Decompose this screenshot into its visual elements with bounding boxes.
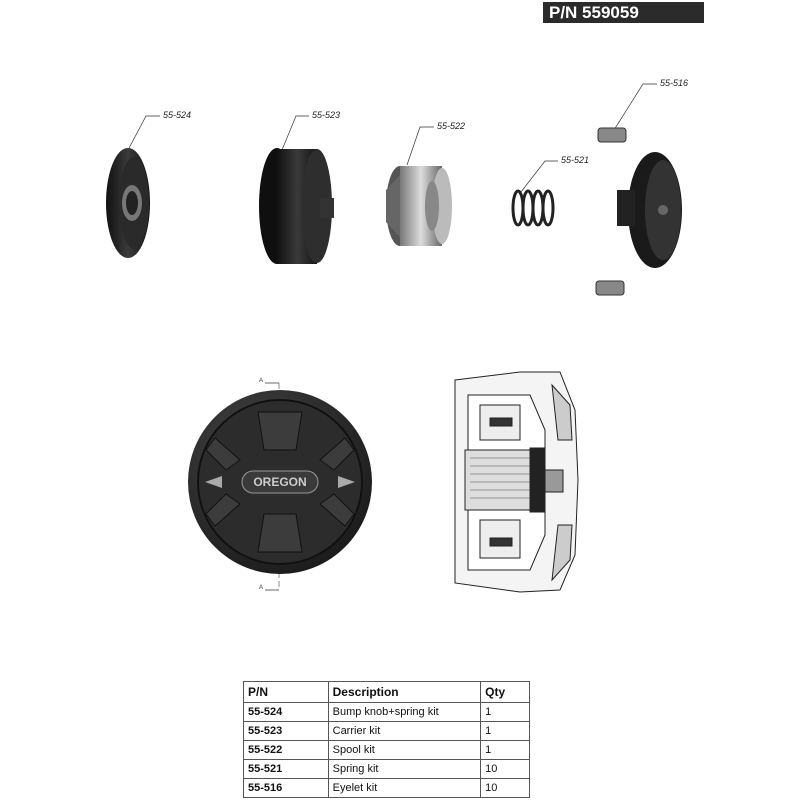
row-qty: 10 [481,760,530,779]
row-qty: 1 [481,722,530,741]
table-row [244,760,530,779]
eyelet-part-bottom [596,281,624,295]
section-mark-top: A [259,378,264,384]
table-row [244,741,530,760]
row-qty: 1 [481,741,530,760]
row-qty: 1 [481,703,530,722]
header-pn: P/N [244,682,329,703]
row-pn: 55-521 [244,760,329,779]
section-mark-bottom: A [259,585,264,591]
header-qty: Qty [481,682,530,703]
row-pn: 55-523 [244,722,329,741]
table-header-row [244,682,530,703]
table-row [244,703,530,722]
row-description: Carrier kit [328,722,480,741]
row-pn: 55-522 [244,741,329,760]
eyelet-part-top [598,128,626,142]
callout-55-521: 55-521 [561,155,590,165]
row-pn: 55-524 [244,703,329,722]
callout-55-524: 55-524 [163,110,192,120]
head-cross-section [455,372,578,592]
row-description: Spool kit [328,741,480,760]
table-row [244,779,530,798]
part-number-banner: P/N 559059 [543,2,704,23]
callout-55-516: 55-516 [660,78,689,88]
callout-55-522: 55-522 [437,121,466,131]
bump-knob-part [106,148,150,258]
row-description: Bump knob+spring kit [328,703,480,722]
oregon-logo: OREGON [253,475,307,489]
row-qty: 10 [481,779,530,798]
parts-table [243,681,530,798]
row-description: Spring kit [328,760,480,779]
head-front-view [188,383,372,590]
housing-part [617,152,682,268]
carrier-part [259,148,334,264]
row-pn: 55-516 [244,779,329,798]
row-description: Eyelet kit [328,779,480,798]
spool-part [386,166,452,246]
callout-55-523: 55-523 [312,110,341,120]
table-row [244,722,530,741]
header-description: Description [328,682,480,703]
spring-part [513,191,553,225]
